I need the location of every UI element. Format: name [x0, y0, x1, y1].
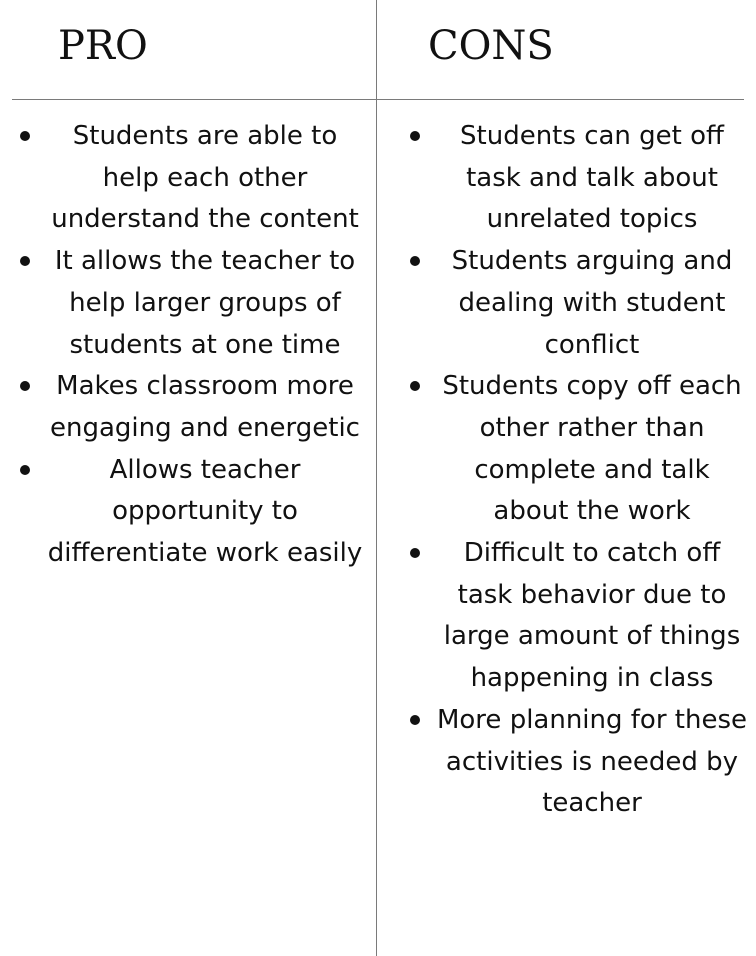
- cons-item-text: Students arguing and dealing with student conflict: [451, 246, 733, 360]
- bullet-icon: [20, 256, 30, 266]
- cons-list: [404, 116, 750, 825]
- bullet-icon: [20, 381, 30, 391]
- bullet-icon: [410, 256, 420, 266]
- cons-list-item: [404, 700, 750, 825]
- bullet-icon: [20, 465, 30, 475]
- pro-heading: PRO: [58, 23, 148, 69]
- header-divider: [12, 99, 744, 100]
- pro-list-item: [14, 116, 366, 241]
- cons-item-text: Students can get off task and talk about unrelated topics: [460, 121, 724, 235]
- pro-item-text: Makes classroom more engaging and energetic: [50, 371, 360, 443]
- bullet-icon: [20, 131, 30, 141]
- cons-list-item: [404, 241, 750, 366]
- pro-list-item: [14, 366, 366, 449]
- bullet-icon: [410, 715, 420, 725]
- cons-item-text: Difficult to catch off task behavior due to large amount of things happening in class: [443, 538, 741, 694]
- pro-item-text: Students are able to help each other understand the content: [51, 121, 359, 235]
- pro-item-text: It allows the teacher to help larger groups of students at one time: [54, 246, 356, 360]
- pro-list: [14, 116, 366, 575]
- pro-list-item: [14, 241, 366, 366]
- pro-item-text: Allows teacher opportunity to differentiate work easily: [47, 454, 363, 569]
- bullet-icon: [410, 548, 420, 558]
- column-divider: [376, 0, 377, 956]
- cons-item-text: More planning for these activities is needed by teacher: [436, 704, 748, 819]
- cons-list-item: [404, 116, 750, 241]
- bullet-icon: [410, 381, 420, 391]
- cons-list-item: [404, 533, 750, 700]
- bullet-icon: [410, 131, 420, 141]
- cons-list-item: [404, 366, 750, 533]
- pro-list-item: [14, 450, 366, 575]
- cons-heading: CONS: [428, 23, 554, 69]
- cons-item-text: Students copy off each other rather than complete and talk about the work: [442, 371, 742, 527]
